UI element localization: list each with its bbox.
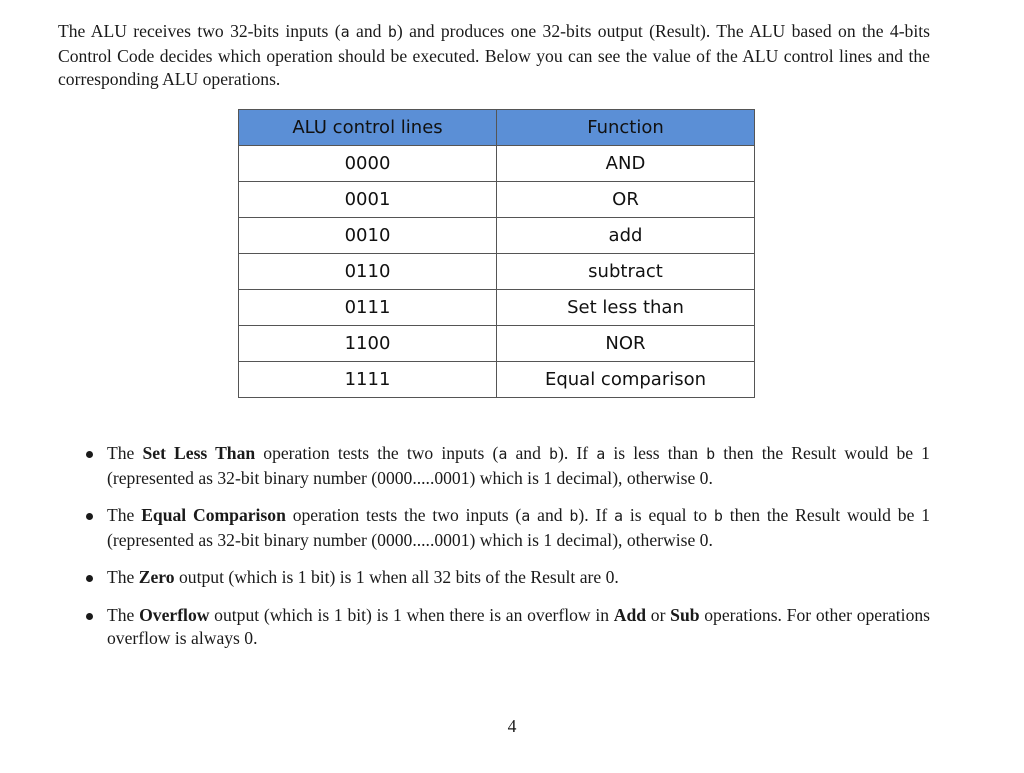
page-number: 4	[507, 716, 517, 736]
var-b: b	[387, 23, 397, 41]
var-b: b	[713, 507, 723, 525]
text: or	[646, 604, 671, 625]
var-a: a	[498, 445, 508, 463]
intro-text: The ALU receives two 32-bits inputs (	[58, 21, 341, 41]
control-code-cell: 0010	[239, 218, 497, 254]
notes-list	[86, 442, 930, 665]
text: The	[107, 505, 142, 525]
function-cell: Set less than	[497, 290, 755, 326]
control-code-cell: 0000	[239, 146, 497, 182]
text: The	[107, 604, 140, 625]
intro-paragraph	[58, 20, 930, 92]
var-b: b	[549, 445, 559, 463]
function-cell: add	[497, 218, 755, 254]
table-row	[239, 146, 755, 182]
control-code-cell: 1100	[239, 326, 497, 362]
list-item-overflow	[86, 604, 930, 651]
list-item-set-less-than	[86, 442, 930, 490]
control-code-cell: 1111	[239, 362, 497, 398]
function-cell: NOR	[497, 326, 755, 362]
table-row	[239, 326, 755, 362]
control-code-cell: 0110	[239, 254, 497, 290]
text: and	[507, 443, 549, 463]
intro-text: ) and produces one 32-bits output (Result). The ALU based on the 4-bits Control Code decides which operation should be executed. Below you can see the value of the ALU control lines and the corresponding ALU operations.	[58, 21, 930, 89]
function-cell: subtract	[497, 254, 755, 290]
table-row	[239, 254, 755, 290]
var-a: a	[340, 23, 350, 41]
term-add: Add	[613, 604, 647, 625]
term-sub: Sub	[670, 604, 700, 625]
term-zero: Zero	[138, 567, 175, 587]
text: ). If	[558, 443, 597, 463]
text: operation tests the two inputs (	[285, 505, 522, 525]
text: and	[530, 505, 570, 525]
function-cell: AND	[497, 146, 755, 182]
bullet-icon	[86, 575, 93, 582]
text: is less than	[605, 443, 707, 463]
var-a: a	[614, 507, 624, 525]
alu-control-table	[238, 109, 755, 398]
var-b: b	[706, 445, 716, 463]
text: output (which is 1 bit) is 1 when there is an overflow in	[209, 604, 614, 625]
header-control-lines: ALU control lines	[239, 110, 497, 146]
text: is equal to	[623, 505, 714, 525]
table-row	[239, 182, 755, 218]
text: The	[107, 443, 143, 463]
control-code-cell: 0111	[239, 290, 497, 326]
list-item-equal-comparison	[86, 504, 930, 552]
text: The	[107, 567, 139, 587]
bullet-icon	[86, 451, 93, 458]
term-set-less-than: Set Less Than	[142, 443, 256, 463]
table-row	[239, 362, 755, 398]
bullet-icon	[86, 513, 93, 520]
term-overflow: Overflow	[139, 604, 210, 625]
list-item-zero	[86, 566, 930, 590]
header-function: Function	[497, 110, 755, 146]
intro-text: and	[349, 21, 388, 41]
text: then the Result would be 1 (represented as 32-bit binary number (0000.....0001) which is 1 decimal), otherwise 0.	[107, 443, 930, 488]
table-header-row	[239, 110, 755, 146]
text: ). If	[578, 505, 615, 525]
function-cell: Equal comparison	[497, 362, 755, 398]
var-b: b	[569, 507, 579, 525]
bullet-icon	[86, 613, 93, 620]
var-a: a	[596, 445, 606, 463]
table-row	[239, 218, 755, 254]
text: then the Result would be 1 (represented as 32-bit binary number (0000.....0001) which is 1 decimal), otherwise 0.	[107, 505, 930, 550]
function-cell: OR	[497, 182, 755, 218]
var-a: a	[521, 507, 531, 525]
table-row	[239, 290, 755, 326]
text: operations. For other operations overflow is always 0.	[107, 604, 931, 648]
control-code-cell: 0001	[239, 182, 497, 218]
term-equal-comparison: Equal Comparison	[141, 505, 286, 525]
text: operation tests the two inputs (	[255, 443, 499, 463]
text: output (which is 1 bit) is 1 when all 32 bits of the Result are 0.	[174, 567, 619, 587]
